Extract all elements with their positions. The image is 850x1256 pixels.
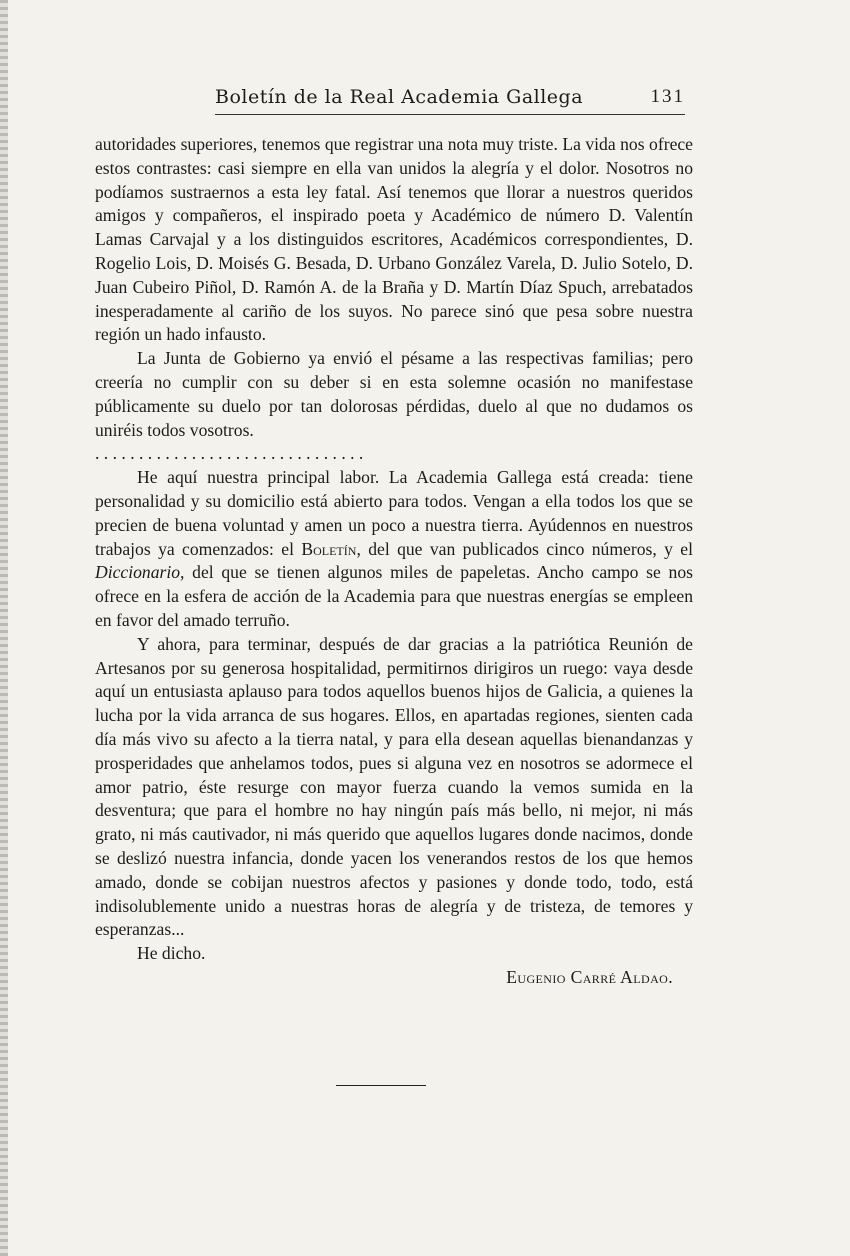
page-number: 131 — [650, 86, 685, 107]
labor-text-3: del que se tienen algunos miles de papeletas. Ancho campo se nos ofrece en la esfera de acción de la Academia para que nuestras energías se empleen en favor del amado terruño. — [95, 562, 693, 630]
paragraph-continuation: autoridades superiores, tenemos que registrar una nota muy triste. La vida nos ofrece estos contrastes: casi siempre en ella van unidos la alegría y el dolor. Nosotros no podíamos sustraernos a esta ley fatal. Así tenemos que llorar a nuestros queridos amigos y compañeros, el inspirado poeta y Académico de número D. Valentín Lamas Carvajal y a los distinguidos escritores, Académicos correspondientes, D. Rogelio Lois, D. Moisés G. Besada, D. Urbano González Varela, D. Julio Sotelo, D. Juan Cubeiro Piñol, D. Ramón A. de la Braña y D. Martín Díaz Spuch, arrebatados inesperadamente al cariño de los suyos. No parece sinó que pesa sobre nuestra región un hado infausto. — [95, 134, 693, 345]
ellipsis-separator: . . . . . . . . . . . . . . . . . . . . . . . . . . . . . . . — [95, 443, 364, 464]
running-header — [215, 86, 685, 114]
diccionario-reference: Diccionario, — [95, 562, 185, 583]
paragraph-junta: La Junta de Gobierno ya envió el pésame a las respectivas familias; pero creería no cumplir con su deber si en esta solemne ocasión no manifestase públicamente su duelo por tan dolorosas pérdidas, duelo al que no dudamos os uniréis todos vosotros. — [95, 348, 693, 440]
labor-text-1: He aquí nuestra principal labor. La Academia Gallega está creada: tiene personalidad y su domicilio está abierto para todos. Vengan a ella todos los que se precien de buena voluntad y amen un poco a nuestra tierra. Ayúdennos en nuestros trabajos ya comenzados: el — [95, 467, 693, 559]
paragraph-labor — [95, 466, 693, 633]
labor-text-2: , del que van publicados cinco números, y el — [356, 538, 693, 559]
paragraph-ruego: Y ahora, para terminar, después de dar gracias a la patriótica Reunión de Artesanos por su generosa hospitalidad, permitirnos dirigiros un ruego: vaya desde aquí un entusiasta aplauso para todos aquellos buenos hijos de Galicia, a quienes la lucha por la vida arranca de sus hogares. Ellos, en apartadas regiones, sienten cada día más vivo su afecto a la tierra natal, y para ella desean aquellas bienandanzas y prosperidades que anhelamos todos, pues si alguna vez en nosotros se adormece el amor patrio, éste resurge con mayor fuerza cuando la vemos sumida en la desventura; que para el hombre no hay ningún país más bello, ni mejor, ni más grato, ni más cautivador, ni más querido que aquellos lugares donde nacimos, donde se deslizó nuestra infancia, donde yacen los venerandos restos de los que hemos amado, donde se cobijan nuestros afectos y pasiones y donde todo, todo, está indisolublemente unido a nuestras horas de alegría y de tristeza, de temores y esperanzas... — [95, 633, 693, 940]
end-rule — [336, 1085, 426, 1086]
header-rule — [215, 114, 685, 115]
page-binding-edge — [0, 0, 8, 1256]
article-body — [95, 133, 693, 990]
boletin-reference: Boletín — [301, 538, 357, 559]
closing-line: He dicho. — [137, 943, 206, 964]
author-signature: Eugenio Carré Aldao. — [506, 966, 673, 987]
journal-title: Boletín de la Real Academia Gallega — [215, 86, 584, 108]
